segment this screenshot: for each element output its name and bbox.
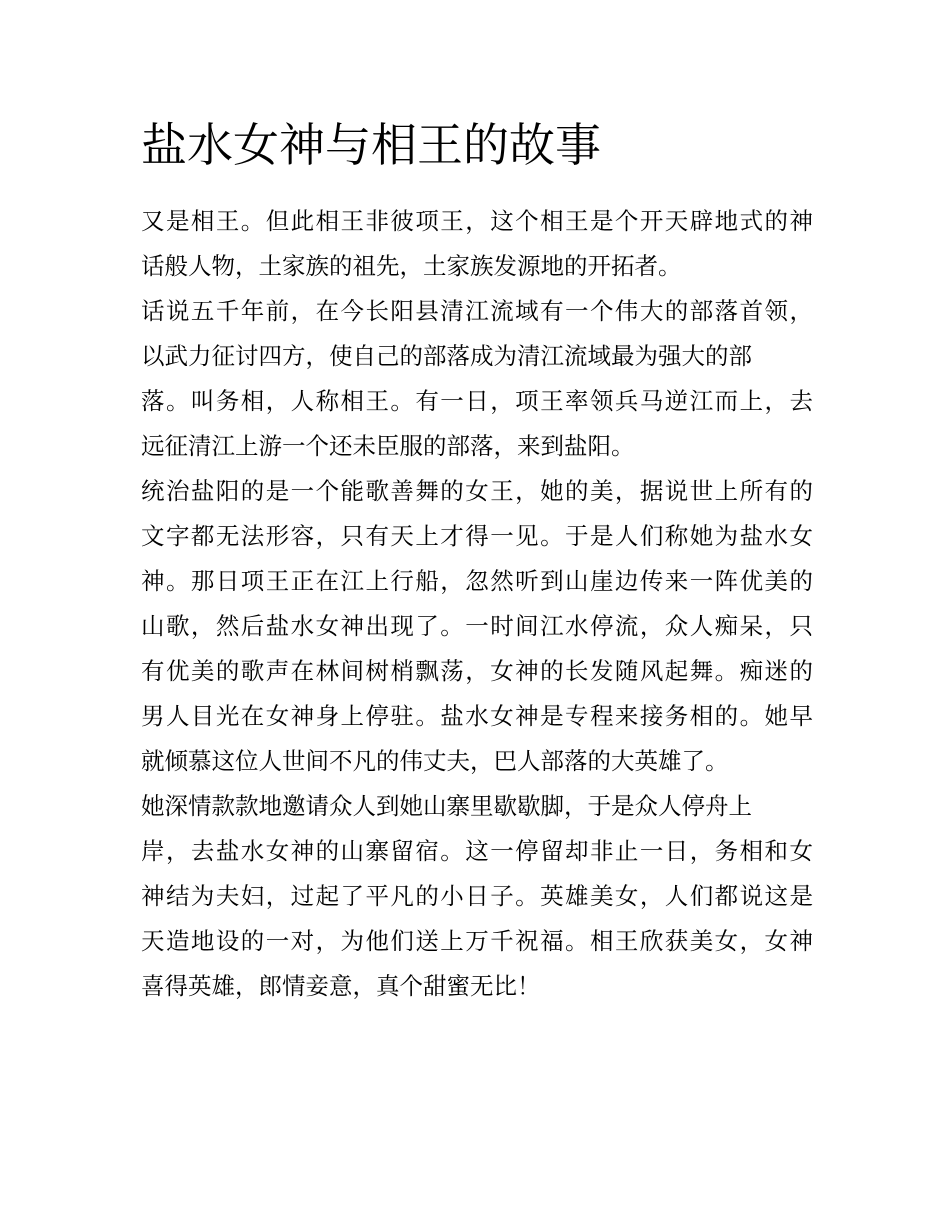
text-line: 天造地设的一对，为他们送上万千祝福。相王欣获美女，女神 [141,927,813,955]
text-line: 话说五千年前，在今长阳县清江流域有一个伟大的部落首领， [141,297,813,325]
text-line: 又是相王。但此相王非彼项王，这个相王是个开天辟地式的神 [141,207,813,235]
text-line: 男人目光在女神身上停驻。盐水女神是专程来接务相的。她早 [141,702,813,730]
text-line: 落。叫务相，人称相王。有一日，项王率领兵马逆江而上，去 [141,387,813,415]
text-line: 神结为夫妇，过起了平凡的小日子。英雄美女，人们都说这是 [141,882,813,910]
text-line: 岸，去盐水女神的山寨留宿。这一停留却非止一日，务相和女 [141,837,813,865]
text-line: 文字都无法形容，只有天上才得一见。于是人们称她为盐水女 [141,522,813,550]
paragraph-2 [141,289,813,469]
text-line: 远征清江上游一个还未臣服的部落，来到盐阳。 [141,432,635,460]
document-body [141,199,813,1009]
text-line: 她深情款款地邀请众人到她山寨里歇歇脚，于是众人停舟上 [141,792,752,820]
document-title: 盐水女神与相王的故事 [141,118,601,172]
paragraph-1 [141,199,813,289]
paragraph-3 [141,469,813,784]
text-line: 山歌，然后盐水女神出现了。一时间江水停流，众人痴呆，只 [141,612,813,640]
text-line: 喜得英雄，郎情妾意，真个甜蜜无比！ [141,972,541,1000]
text-line: 神。那日项王正在江上行船，忽然听到山崖边传来一阵优美的 [141,567,813,595]
text-line: 就倾慕这位人世间不凡的伟丈夫，巴人部落的大英雄了。 [141,747,729,775]
text-line: 统治盐阳的是一个能歌善舞的女王，她的美，据说世上所有的 [141,477,813,505]
text-line: 以武力征讨四方，使自己的部落成为清江流域最为强大的部 [141,342,752,370]
text-line: 有优美的歌声在林间树梢飘荡，女神的长发随风起舞。痴迷的 [141,657,813,685]
text-line: 话般人物，土家族的祖先，土家族发源地的开拓者。 [141,252,682,280]
paragraph-4 [141,784,813,1009]
